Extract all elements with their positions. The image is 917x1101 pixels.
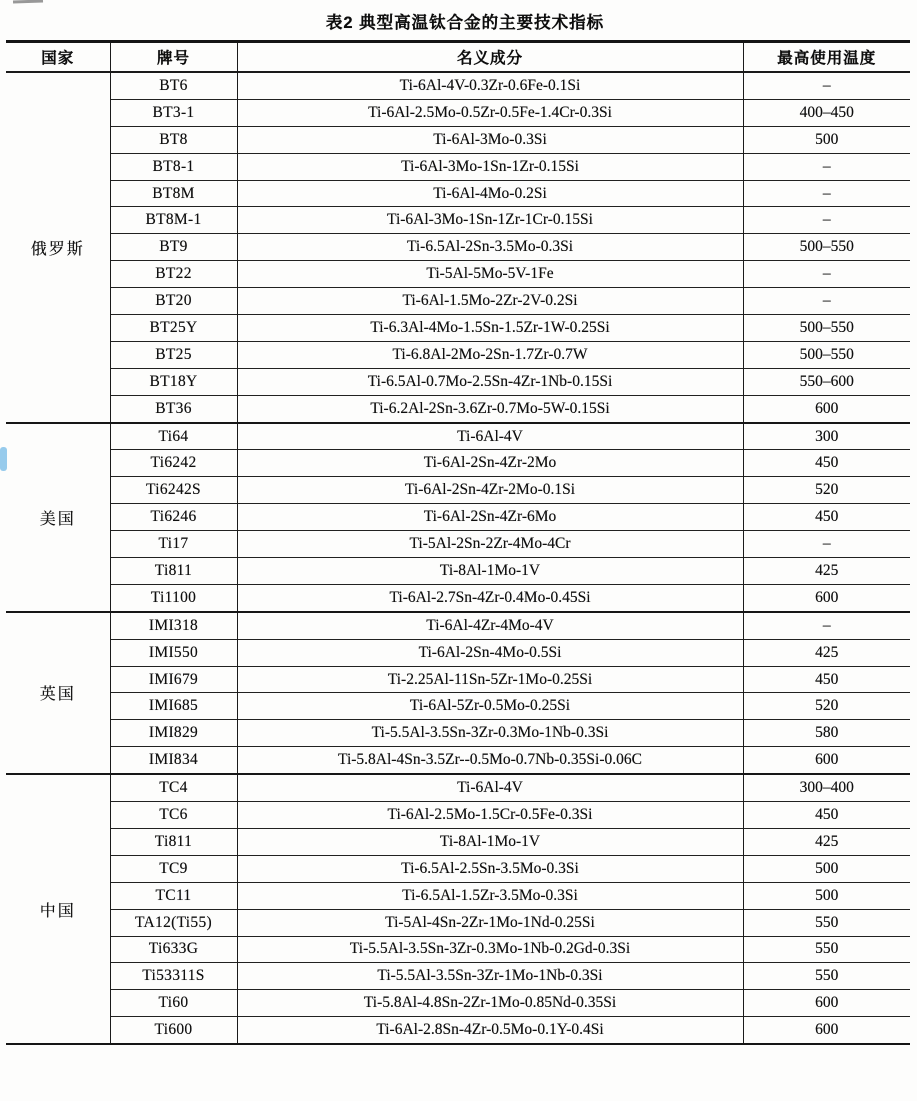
column-header-country: 国家	[6, 42, 110, 73]
composition-cell: Ti-6Al-3Mo-1Sn-1Zr-0.15Si	[237, 153, 743, 180]
grade-cell: Ti64	[110, 423, 237, 450]
temperature-cell: 425	[743, 639, 910, 666]
grade-cell: Ti53311S	[110, 963, 237, 990]
composition-cell: Ti-6.3Al-4Mo-1.5Sn-1.5Zr-1W-0.25Si	[237, 315, 743, 342]
grade-cell: Ti17	[110, 531, 237, 558]
temperature-cell: 550	[743, 963, 910, 990]
composition-cell: Ti-6Al-4V	[237, 423, 743, 450]
table-row	[6, 828, 910, 855]
temperature-cell: 400–450	[743, 99, 910, 126]
table-row	[6, 1017, 910, 1044]
grade-cell: BT8	[110, 126, 237, 153]
composition-cell: Ti-6.8Al-2Mo-2Sn-1.7Zr-0.7W	[237, 341, 743, 368]
grade-cell: BT20	[110, 288, 237, 315]
table-row	[6, 855, 910, 882]
scan-artifact-blue	[0, 447, 7, 471]
temperature-cell: 500–550	[743, 315, 910, 342]
table-row	[6, 936, 910, 963]
alloy-table-body	[6, 72, 910, 1044]
country-cell: 美国	[6, 423, 110, 612]
composition-cell: Ti-5.8Al-4.8Sn-2Zr-1Mo-0.85Nd-0.35Si	[237, 990, 743, 1017]
temperature-cell: –	[743, 180, 910, 207]
grade-cell: IMI550	[110, 639, 237, 666]
temperature-cell: –	[743, 612, 910, 639]
table-row	[6, 341, 910, 368]
temperature-cell: –	[743, 153, 910, 180]
table-row	[6, 882, 910, 909]
table-row	[6, 153, 910, 180]
temperature-cell: 550	[743, 909, 910, 936]
country-cell: 中国	[6, 774, 110, 1044]
composition-cell: Ti-5.5Al-3.5Sn-3Zr-0.3Mo-1Nb-0.2Gd-0.3Si	[237, 936, 743, 963]
table-row	[6, 693, 910, 720]
temperature-cell: 600	[743, 1017, 910, 1044]
composition-cell: Ti-6Al-3Mo-1Sn-1Zr-1Cr-0.15Si	[237, 207, 743, 234]
table-row	[6, 558, 910, 585]
table-title: 表2 典型高温钛合金的主要技术指标	[325, 14, 605, 32]
table-row	[6, 963, 910, 990]
column-header-max-temperature: 最高使用温度	[743, 42, 910, 73]
table-row	[6, 234, 910, 261]
composition-cell: Ti-6Al-2.5Mo-0.5Zr-0.5Fe-1.4Cr-0.3Si	[237, 99, 743, 126]
table-row	[6, 612, 910, 639]
table-row	[6, 990, 910, 1017]
temperature-cell: 600	[743, 747, 910, 774]
grade-cell: Ti6242	[110, 450, 237, 477]
grade-cell: BT8M-1	[110, 207, 237, 234]
table-row	[6, 395, 910, 422]
composition-cell: Ti-6Al-2.5Mo-1.5Cr-0.5Fe-0.3Si	[237, 802, 743, 829]
composition-cell: Ti-8Al-1Mo-1V	[237, 558, 743, 585]
temperature-cell: 500	[743, 882, 910, 909]
temperature-cell: –	[743, 288, 910, 315]
table-row	[6, 531, 910, 558]
table-row	[6, 747, 910, 774]
composition-cell: Ti-6Al-4V-0.3Zr-0.6Fe-0.1Si	[237, 72, 743, 99]
table-row	[6, 774, 910, 801]
table-row	[6, 639, 910, 666]
column-header-composition: 名义成分	[237, 42, 743, 73]
composition-cell: Ti-6Al-2Sn-4Zr-2Mo-0.1Si	[237, 477, 743, 504]
composition-cell: Ti-6Al-4V	[237, 774, 743, 801]
temperature-cell: 500	[743, 855, 910, 882]
composition-cell: Ti-6Al-2.7Sn-4Zr-0.4Mo-0.45Si	[237, 584, 743, 611]
temperature-cell: 500–550	[743, 234, 910, 261]
composition-cell: Ti-5.8Al-4Sn-3.5Zr--0.5Mo-0.7Nb-0.35Si-0.06C	[237, 747, 743, 774]
grade-cell: BT9	[110, 234, 237, 261]
composition-cell: Ti-6Al-2Sn-4Zr-6Mo	[237, 504, 743, 531]
grade-cell: BT8M	[110, 180, 237, 207]
grade-cell: Ti6246	[110, 504, 237, 531]
temperature-cell: 600	[743, 990, 910, 1017]
composition-cell: Ti-6Al-3Mo-0.3Si	[237, 126, 743, 153]
composition-cell: Ti-6Al-1.5Mo-2Zr-2V-0.2Si	[237, 288, 743, 315]
table-row	[6, 504, 910, 531]
country-cell: 俄罗斯	[6, 72, 110, 423]
composition-cell: Ti-5Al-4Sn-2Zr-1Mo-1Nd-0.25Si	[237, 909, 743, 936]
grade-cell: BT25Y	[110, 315, 237, 342]
table-row	[6, 802, 910, 829]
composition-cell: Ti-6.5Al-2Sn-3.5Mo-0.3Si	[237, 234, 743, 261]
temperature-cell: 450	[743, 450, 910, 477]
table-row	[6, 126, 910, 153]
scan-artifact-mark	[13, 0, 43, 3]
composition-cell: Ti-6.5Al-2.5Sn-3.5Mo-0.3Si	[237, 855, 743, 882]
composition-cell: Ti-5.5Al-3.5Sn-3Zr-1Mo-1Nb-0.3Si	[237, 963, 743, 990]
table-row	[6, 720, 910, 747]
table-row	[6, 584, 910, 611]
table-row	[6, 477, 910, 504]
temperature-cell: 600	[743, 584, 910, 611]
temperature-cell: 450	[743, 666, 910, 693]
table-row	[6, 180, 910, 207]
composition-cell: Ti-6Al-4Zr-4Mo-4V	[237, 612, 743, 639]
temperature-cell: 450	[743, 802, 910, 829]
grade-cell: Ti60	[110, 990, 237, 1017]
table-row	[6, 368, 910, 395]
temperature-cell: –	[743, 207, 910, 234]
temperature-cell: –	[743, 261, 910, 288]
country-cell: 英国	[6, 612, 110, 774]
temperature-cell: 580	[743, 720, 910, 747]
composition-cell: Ti-6.5Al-1.5Zr-3.5Mo-0.3Si	[237, 882, 743, 909]
header-row	[6, 42, 910, 73]
temperature-cell: 520	[743, 477, 910, 504]
temperature-cell: –	[743, 531, 910, 558]
table-row	[6, 909, 910, 936]
table-row	[6, 207, 910, 234]
composition-cell: Ti-8Al-1Mo-1V	[237, 828, 743, 855]
table-row	[6, 261, 910, 288]
grade-cell: BT22	[110, 261, 237, 288]
temperature-cell: 500–550	[743, 341, 910, 368]
temperature-cell: 550–600	[743, 368, 910, 395]
temperature-cell: 450	[743, 504, 910, 531]
grade-cell: TC11	[110, 882, 237, 909]
grade-cell: BT6	[110, 72, 237, 99]
composition-cell: Ti-6Al-5Zr-0.5Mo-0.25Si	[237, 693, 743, 720]
composition-cell: Ti-6.5Al-0.7Mo-2.5Sn-4Zr-1Nb-0.15Si	[237, 368, 743, 395]
grade-cell: Ti811	[110, 558, 237, 585]
table-row	[6, 99, 910, 126]
grade-cell: IMI318	[110, 612, 237, 639]
column-header-grade: 牌号	[110, 42, 237, 73]
temperature-cell: 500	[743, 126, 910, 153]
grade-cell: Ti6242S	[110, 477, 237, 504]
table-row	[6, 72, 910, 99]
composition-cell: Ti-5Al-5Mo-5V-1Fe	[237, 261, 743, 288]
grade-cell: IMI829	[110, 720, 237, 747]
grade-cell: IMI679	[110, 666, 237, 693]
composition-cell: Ti-5Al-2Sn-2Zr-4Mo-4Cr	[237, 531, 743, 558]
grade-cell: TC4	[110, 774, 237, 801]
grade-cell: IMI685	[110, 693, 237, 720]
grade-cell: Ti1100	[110, 584, 237, 611]
grade-cell: BT18Y	[110, 368, 237, 395]
table-row	[6, 315, 910, 342]
table-row	[6, 288, 910, 315]
table-row	[6, 423, 910, 450]
grade-cell: BT8-1	[110, 153, 237, 180]
table-row	[6, 450, 910, 477]
alloy-table-header	[6, 42, 910, 73]
temperature-cell: 520	[743, 693, 910, 720]
composition-cell: Ti-6Al-2Sn-4Mo-0.5Si	[237, 639, 743, 666]
temperature-cell: 550	[743, 936, 910, 963]
grade-cell: BT3-1	[110, 99, 237, 126]
grade-cell: BT25	[110, 341, 237, 368]
temperature-cell: 425	[743, 828, 910, 855]
composition-cell: Ti-6Al-2.8Sn-4Zr-0.5Mo-0.1Y-0.4Si	[237, 1017, 743, 1044]
temperature-cell: –	[743, 72, 910, 99]
composition-cell: Ti-6.2Al-2Sn-3.6Zr-0.7Mo-5W-0.15Si	[237, 395, 743, 422]
table-row	[6, 666, 910, 693]
temperature-cell: 300	[743, 423, 910, 450]
grade-cell: Ti633G	[110, 936, 237, 963]
temperature-cell: 600	[743, 395, 910, 422]
composition-cell: Ti-5.5Al-3.5Sn-3Zr-0.3Mo-1Nb-0.3Si	[237, 720, 743, 747]
grade-cell: IMI834	[110, 747, 237, 774]
grade-cell: BT36	[110, 395, 237, 422]
temperature-cell: 300–400	[743, 774, 910, 801]
composition-cell: Ti-6Al-4Mo-0.2Si	[237, 180, 743, 207]
grade-cell: TC9	[110, 855, 237, 882]
grade-cell: TA12(Ti55)	[110, 909, 237, 936]
temperature-cell: 425	[743, 558, 910, 585]
composition-cell: Ti-2.25Al-11Sn-5Zr-1Mo-0.25Si	[237, 666, 743, 693]
grade-cell: TC6	[110, 802, 237, 829]
grade-cell: Ti600	[110, 1017, 237, 1044]
composition-cell: Ti-6Al-2Sn-4Zr-2Mo	[237, 450, 743, 477]
grade-cell: Ti811	[110, 828, 237, 855]
alloy-table	[6, 40, 910, 1045]
